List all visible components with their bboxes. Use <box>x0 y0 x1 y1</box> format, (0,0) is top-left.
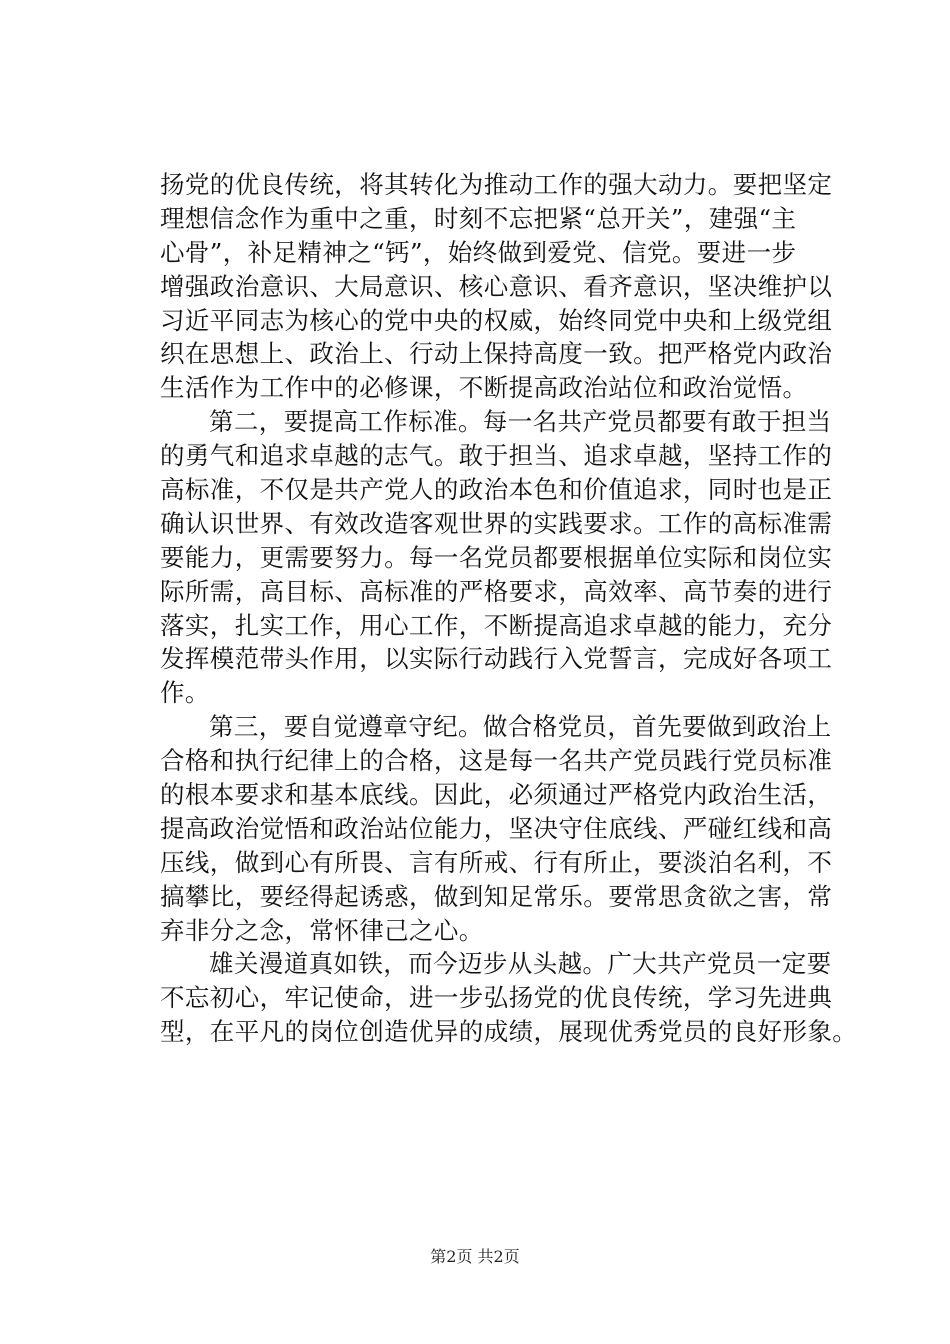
text-line: 高标准，不仅是共产党人的政治本色和价值追求，同时也是正 <box>160 475 833 505</box>
text-line: 际所需，高目标、高标准的严格要求，高效率、高节奏的进行 <box>160 576 833 606</box>
paragraph-2 <box>160 405 840 710</box>
text-line: 增强政治意识、大局意识、核心意识、看齐意识，坚决维护以 <box>160 271 833 301</box>
text-line: 合格和执行纪律上的合格，这是每一名共产党员践行党员标准 <box>160 746 833 776</box>
text-line: 心骨”，补足精神之“钙”，始终做到爱党、信党。要进一步 <box>160 237 797 267</box>
text-line: 作。 <box>160 678 210 708</box>
text-line: 确认识世界、有效改造客观世界的实践要求。工作的高标准需 <box>160 508 833 538</box>
text-line: 理想信念作为重中之重，时刻不忘把紧“总开关”，建强“主 <box>160 203 797 233</box>
text-line: 习近平同志为核心的党中央的权威，始终同党中央和上级党组 <box>160 305 833 335</box>
document-body <box>160 168 858 1049</box>
paragraph-3 <box>160 710 840 947</box>
text-line: 扬党的优良传统，将其转化为推动工作的强大动力。要把坚定 <box>160 170 833 199</box>
text-line: 雄关漫道真如铁，而今迈步从头越。广大共产党员一定要 <box>209 949 832 979</box>
text-line: 压线，做到心有所畏、言有所戒、行有所止，要淡泊名利，不 <box>160 847 833 877</box>
page-footer <box>0 1247 950 1267</box>
text-line: 织在思想上、政治上、行动上保持高度一致。把严格党内政治 <box>160 339 833 369</box>
text-line: 的勇气和追求卓越的志气。敢于担当、追求卓越，坚持工作的 <box>160 441 833 471</box>
paragraph-4 <box>160 947 858 1049</box>
text-line: 生活作为工作中的必修课，不断提高政治站位和政治觉悟。 <box>160 373 808 403</box>
text-line: 型，在平凡的岗位创造优异的成绩，展现优秀党员的良好形象。 <box>160 1017 858 1047</box>
text-line: 搞攀比，要经得起诱惑，做到知足常乐。要常思贪欲之害，常 <box>160 881 833 911</box>
text-line: 的根本要求和基本底线。因此，必须通过严格党内政治生活， <box>160 780 833 810</box>
paragraph-1 <box>160 168 840 405</box>
text-line: 发挥模范带头作用，以实际行动践行入党誓言，完成好各项工 <box>160 644 833 674</box>
text-line: 弃非分之念，常怀律己之心。 <box>160 915 484 945</box>
page-number-label: 第2页 共2页 <box>430 1247 520 1266</box>
text-line: 不忘初心，牢记使命，进一步弘扬党的优良传统，学习先进典 <box>160 983 833 1013</box>
text-line: 第三，要自觉遵章守纪。做合格党员，首先要做到政治上 <box>209 712 832 742</box>
text-line: 第二，要提高工作标准。每一名共产党员都要有敢于担当 <box>209 407 832 437</box>
text-line: 要能力，更需要努力。每一名党员都要根据单位实际和岗位实 <box>160 542 833 572</box>
text-line: 提高政治觉悟和政治站位能力，坚决守住底线、严碰红线和高 <box>160 813 833 843</box>
text-line: 落实，扎实工作，用心工作，不断提高追求卓越的能力，充分 <box>160 610 833 640</box>
